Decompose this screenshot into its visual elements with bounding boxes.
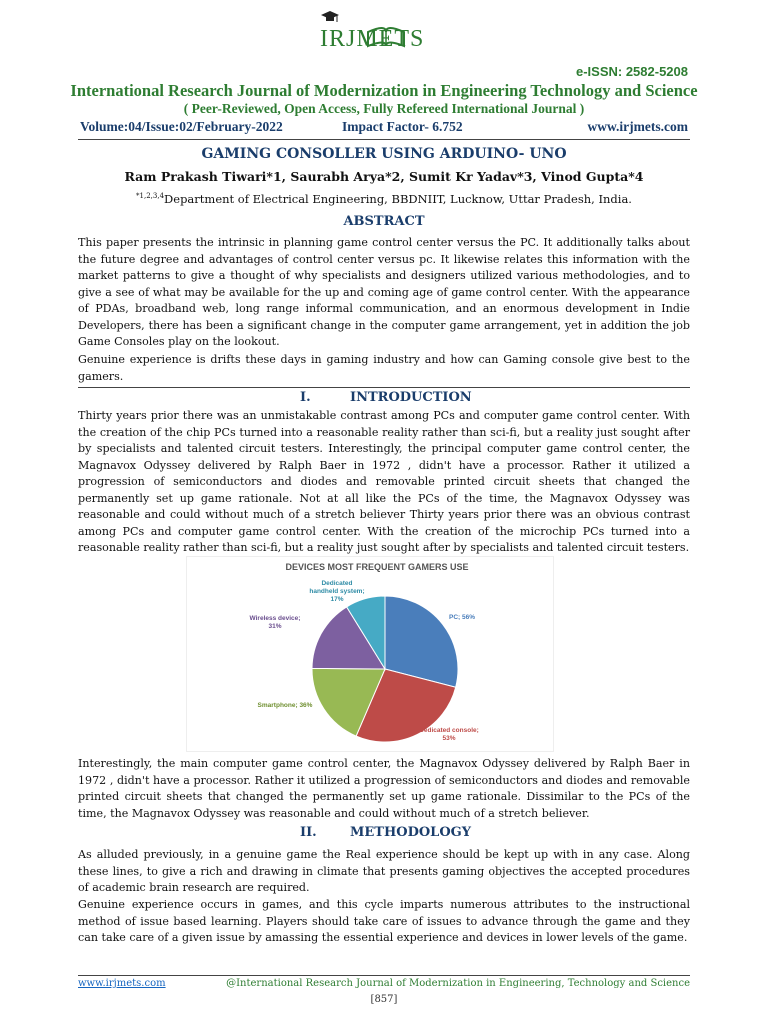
pie-label-wireless: Wireless device; 31% <box>249 615 301 630</box>
issn: e-ISSN: 2582-5208 <box>575 64 688 79</box>
pie-label-console: Dedicated console; 53% <box>419 727 479 742</box>
abstract-heading: ABSTRACT <box>343 214 425 229</box>
method-paragraph-2: Genuine experience occurs in games, and this cycle imparts numerous attributes to the instructional method of issue based learning. Players should take care of issues to advance through the game and they can take care of a given issue by amassing the essential experience and devices in lower levels of the game. <box>78 898 690 944</box>
volume-info: Volume:04/Issue:02/February-2022 <box>80 119 283 134</box>
journal-subtitle: ( Peer-Reviewed, Open Access, Fully Refereed International Journal ) <box>183 101 585 116</box>
method-number: II. <box>300 825 317 840</box>
pie-label-pc: PC; 56% <box>449 614 476 621</box>
method-paragraph-1: As alluded previously, in a genuine game the Real experience should be kept up with in any case. Along these lines, to give a rich and drawing in climate that presents gaming objectives the accepted procedures of academic brain research are required. <box>78 848 690 894</box>
method-label: METHODOLOGY <box>350 825 472 840</box>
journal-title: International Research Journal of Modernization in Engineering Technology and Science <box>70 81 698 100</box>
header-website[interactable]: www.irjmets.com <box>587 119 688 134</box>
impact-factor: Impact Factor- 6.752 <box>342 119 463 134</box>
affiliation-text: Department of Electrical Engineering, BBDNIIT, Lucknow, Uttar Pradesh, India. <box>164 192 632 206</box>
abstract-paragraph-2: Genuine experience is drifts these days in gaming industry and how can Gaming console give best to the gamers. <box>78 353 690 383</box>
footer-rule <box>78 975 690 976</box>
authors: Ram Prakash Tiwari*1, Saurabh Arya*2, Sumit Kr Yadav*3, Vinod Gupta*4 <box>124 169 644 184</box>
graduation-cap-icon <box>320 10 340 26</box>
pie-chart <box>187 557 553 751</box>
intro-number: I. <box>300 390 311 405</box>
affiliation <box>0 192 768 206</box>
header-rule <box>78 139 690 140</box>
paper-title: GAMING CONSOLLER USING ARDUINO- UNO <box>201 146 567 162</box>
intro-label: INTRODUCTION <box>350 390 472 405</box>
chart-title: DEVICES MOST FREQUENT GAMERS USE <box>285 562 469 572</box>
intro-paragraph-1: Thirty years prior there was an unmistakable contrast among PCs and computer game control center. With the creation of the chip PCs turned into a reasonable reality rather than sci-fi, but a reality just sought after by specialists and talented circuit testers. Interestingly, the principal computer game control center, the Magnavox Odyssey delivered by Ralph Baer in 1972 , didn't have a processor. Rather it utilized a progression of semiconductors and diodes and removable printed circuit sheets that changed the permanently set up game rationale. Not at all like the PCs of the time, the Magnavox Odyssey was reasonable and could without much of a stretch believer Thirty years prior there was an obvious contrast among PCs and computer game control center. With the creation of the microchip PCs turned into a reasonable reality rather than sci-fi, but a reality just sought after by specialists and talented circuit testers. <box>78 409 690 554</box>
intro-paragraph-2: Interestingly, the main computer game control center, the Magnavox Odyssey delivered by Ralph Baer in 1972 , didn't have a processor. Rather it utilized a progression of semiconductors and diodes and removable printed circuit sheets that changed the permanently set up game rationale. Dissimilar to the PCs of the time, the Magnavox Odyssey was reasonable and could without much of a stretch believer. <box>78 757 690 820</box>
pie-label-handheld: Dedicated handheld system; 17% <box>309 580 365 603</box>
page-number: [857] <box>370 994 398 1005</box>
logo-text: IRJMETS <box>320 26 425 52</box>
journal-logo <box>318 8 458 56</box>
footer-website-link[interactable]: www.irjmets.com <box>78 978 166 989</box>
abstract-rule <box>78 387 690 388</box>
affiliation-marks: *1,2,3,4 <box>136 192 165 201</box>
pie-chart-figure <box>186 556 554 752</box>
pie-label-smartphone: Smartphone; 36% <box>257 702 313 709</box>
abstract-paragraph-1: This paper presents the intrinsic in planning game control center versus the PC. It additionally talks about the future degree and advantages of control center versus pc. It likewise relates this information with the market patterns to give a thought of why specialists and designers utilized various methodologies, and to give a see of what may be available for the up and coming age of game control center. With the appearance of PDAs, broadband web, long range informal communication, and an enormous development in Indie Developers, there has been a significant change in the computer game arrangement, yet in addition the job Game Consoles play on the lookout. <box>78 236 690 348</box>
footer-copyright: @International Research Journal of Modernization in Engineering, Technology and Science <box>226 978 690 989</box>
